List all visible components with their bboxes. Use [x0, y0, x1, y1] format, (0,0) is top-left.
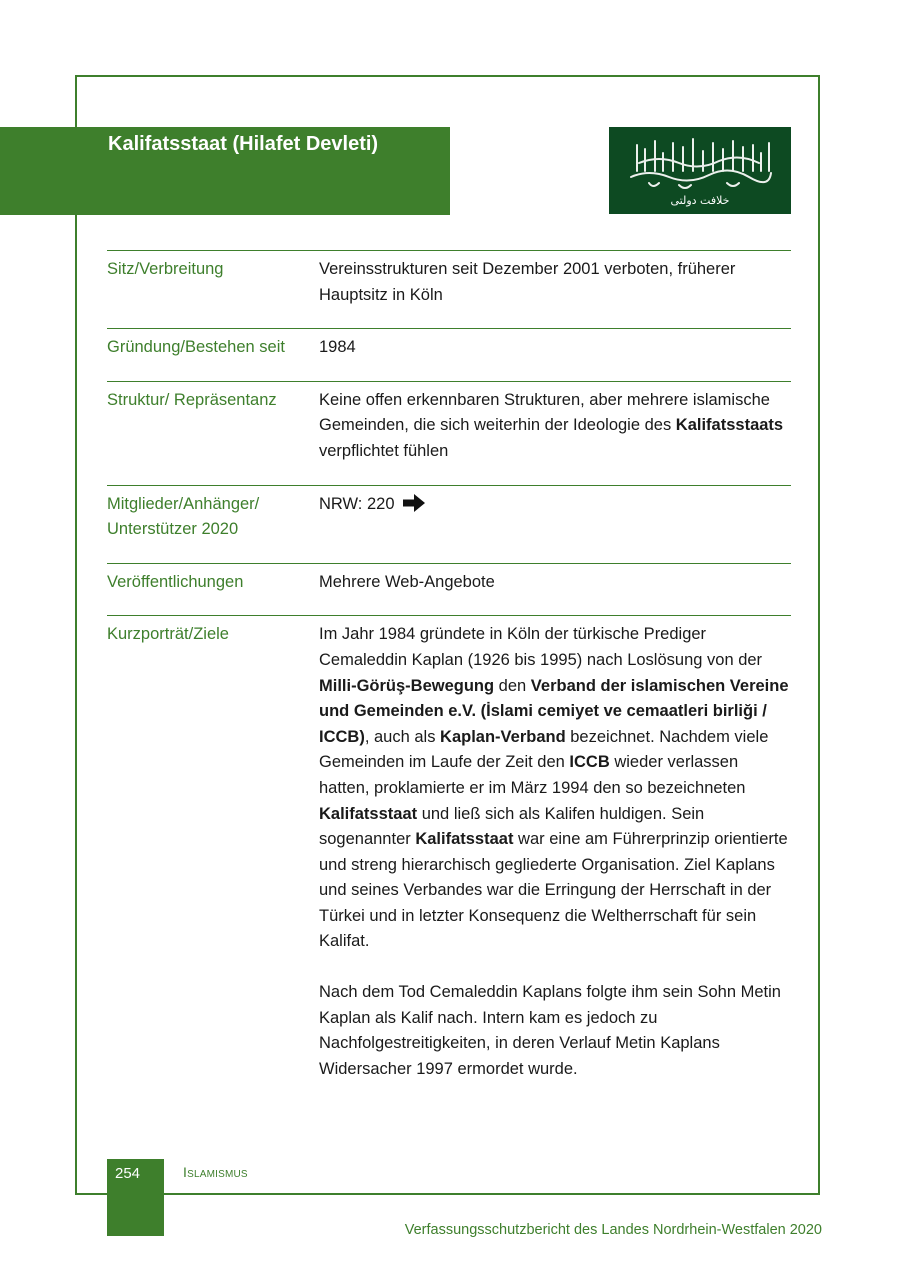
page-number: 254: [115, 1165, 141, 1182]
row-value: 1984: [319, 338, 356, 357]
label-line: Mitglieder/Anhänger/: [107, 494, 260, 513]
row-value: [319, 620, 791, 1082]
bold-term: Kalifatsstaats: [675, 416, 784, 435]
bold-term: Kalifatsstaat: [415, 830, 514, 849]
row-label: Sitz/Verbreitung: [107, 260, 224, 278]
row-label: Struktur/ Repräsentanz: [107, 390, 277, 409]
row-label: Kurzporträt/Ziele: [107, 625, 229, 644]
bold-term: ICCB: [569, 753, 610, 772]
row-value: [319, 490, 791, 543]
row-value: Mehrere Web-Angebote: [319, 572, 495, 591]
flag-emblem-icon: [609, 127, 791, 214]
label-line: Unterstützer 2020: [107, 520, 239, 539]
fact-table: [107, 250, 791, 1102]
row-label: [107, 490, 319, 543]
text-run: den: [494, 676, 531, 695]
text-run: verpflichtet fühlen: [319, 441, 449, 460]
text-run: wieder verlassen hatten, proklamierte er im März 1994 den so bezeichneten: [319, 753, 746, 797]
page-title: Kalifatsstaat (Hilafet Devleti): [108, 133, 379, 155]
text-run: , auch als: [364, 727, 441, 746]
row-kurzportraet: [107, 615, 791, 1102]
row-gruendung: [107, 328, 791, 381]
section-label: Islamismus: [183, 1164, 248, 1180]
text-run: und ließ sich als Kalifen huldigen. Sein sogenannter: [319, 804, 705, 849]
row-veroeffentlichungen: [107, 563, 791, 616]
text-run: war eine am Führerprinzip orientierte und streng hierarchisch gegliederte Organisation. Ziel Kaplans und seines Verbandes war die Erringung der Herrschaft in der Türkei und in letzter Konsequenz die Weltherrschaft für sein Kalifat.: [319, 830, 788, 951]
row-label: Gründung/Bestehen seit: [107, 338, 285, 357]
row-struktur: [107, 381, 791, 485]
portrait-paragraph-2: Nach dem Tod Cemaleddin Kaplans folgte ihm sein Sohn Metin Kaplan als Kalif nach. Intern kam es jedoch zu Nachfolgestreitigkeiten, in deren Verlauf Metin Kaplans Widersacher 1997 ermordet wurde.: [319, 983, 781, 1078]
row-value: [319, 386, 791, 465]
portrait-paragraph-1: [319, 622, 791, 955]
text-run: bezeichnet. Nachdem viele Gemeinden im Laufe der Zeit den: [319, 727, 769, 772]
publication-footer: Verfassungsschutzbericht des Landes Nordrhein-Westfalen 2020: [404, 1222, 822, 1238]
arrow-right-icon: [403, 494, 425, 512]
bold-term: Verband der islamischen Vereine und Gemeinden e.V. (İslami cemiyet ve cemaatleri birliği / ICCB): [319, 676, 789, 746]
member-count: NRW: 220: [319, 494, 395, 513]
bold-term: Kalifatsstaat: [319, 804, 418, 823]
organization-flag: [609, 127, 791, 214]
row-value: Vereinsstrukturen seit Dezember 2001 verboten, früherer Hauptsitz in Köln: [319, 260, 736, 304]
row-label: Veröffentlichungen: [107, 572, 244, 591]
text-run: Im Jahr 1984 gründete in Köln der türkische Prediger Cemaleddin Kaplan (1926 bis 1995) nach Loslösung von der: [319, 625, 763, 669]
text-run: Keine offen erkennbaren Strukturen, aber mehrere islamische Gemeinden, die sich weiterhin der Ideologie des: [319, 390, 770, 435]
bold-term: Kaplan-Verband: [440, 727, 566, 746]
row-mitglieder: [107, 485, 791, 563]
row-sitz: [107, 250, 791, 328]
flag-caption: خلافت دولتی: [670, 194, 730, 207]
bold-term: Milli-Görüş-Bewegung: [319, 676, 495, 695]
